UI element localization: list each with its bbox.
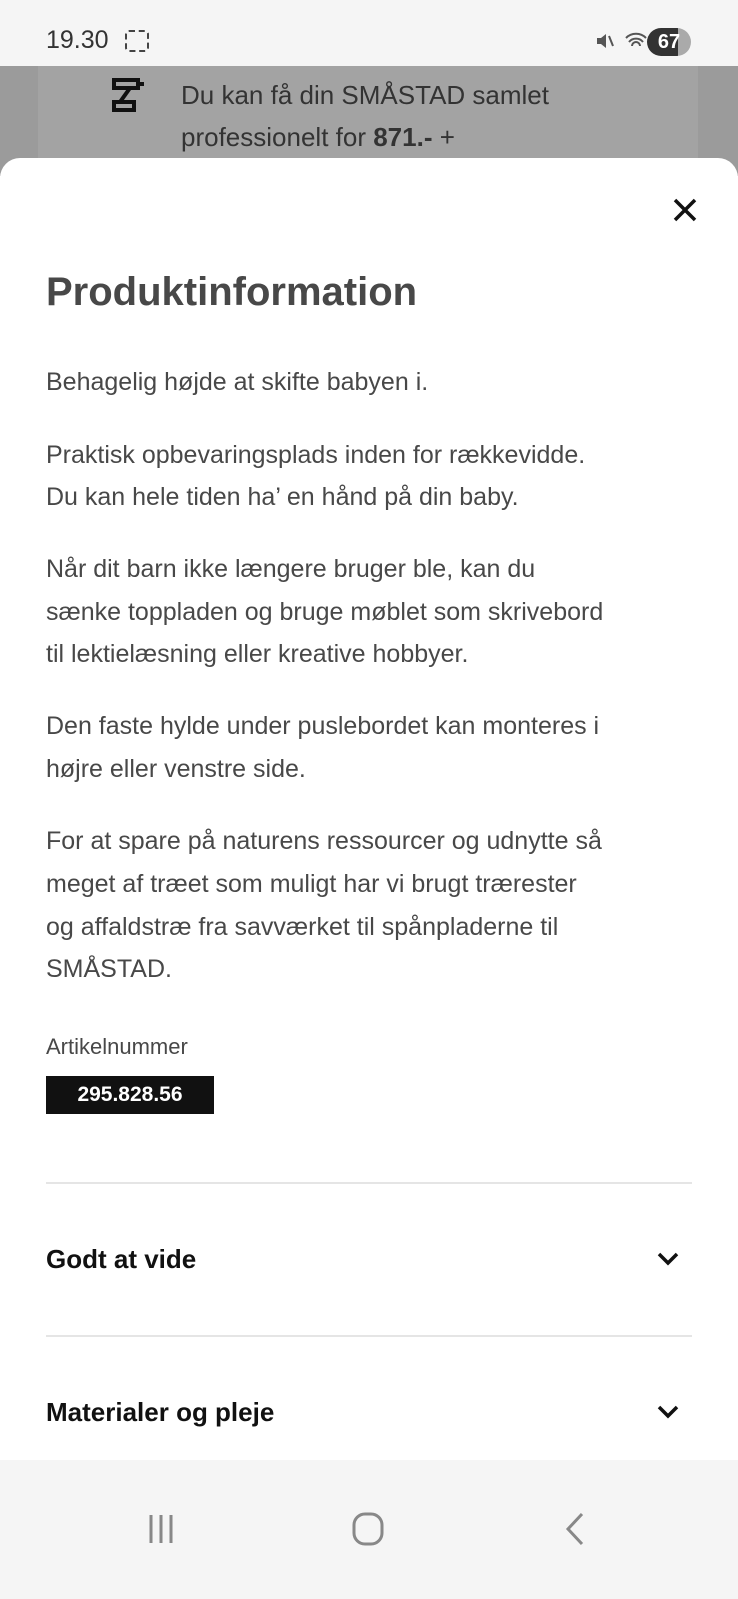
assembly-tool-icon — [112, 78, 146, 112]
description-line: Praktisk opbevaringsplads inden for rækkevidde. — [46, 441, 586, 469]
chevron-down-icon — [656, 1250, 680, 1268]
divider — [46, 1335, 692, 1337]
battery-indicator: 67 — [647, 28, 691, 56]
article-number-badge: 295.828.56 — [46, 1076, 214, 1114]
status-bar — [0, 0, 738, 66]
description-line: sænke toppladen og bruge møblet som skrivebord — [46, 598, 604, 626]
mute-icon — [594, 30, 616, 52]
description-line: Behagelig højde at skifte babyen i. — [46, 368, 429, 396]
divider — [46, 1182, 692, 1184]
article-number-label: Artikelnummer — [46, 1034, 188, 1059]
assembly-text-line1: Du kan få din SMÅSTAD samlet — [181, 80, 549, 110]
description-line: og affaldstræ fra savværket til spånpladerne til — [46, 913, 559, 941]
description-line: højre eller venstre side. — [46, 755, 306, 783]
assembly-price: 871.- — [373, 122, 433, 152]
chevron-down-icon — [656, 1403, 680, 1421]
sheet-title: Produktinformation — [46, 270, 418, 314]
home-icon[interactable] — [338, 1500, 398, 1560]
accordion-godt-at-vide[interactable] — [46, 1230, 692, 1290]
close-icon[interactable] — [670, 195, 700, 225]
screenshot-icon — [125, 30, 149, 52]
accordion-label: Materialer og pleje — [46, 1397, 275, 1427]
description-line: For at spare på naturens ressourcer og udnytte så — [46, 827, 602, 855]
description-line: Når dit barn ikke længere bruger ble, kan du — [46, 555, 536, 583]
description-line: meget af træet som muligt har vi brugt trærester — [46, 870, 577, 898]
recent-apps-icon[interactable] — [131, 1500, 191, 1560]
description-line: til lektielæsning eller kreative hobbyer. — [46, 640, 469, 668]
description-line: SMÅSTAD. — [46, 955, 172, 983]
android-nav-bar — [0, 1460, 738, 1599]
accordion-materialer-og-pleje[interactable] — [46, 1383, 692, 1443]
status-time: 19.30 — [46, 26, 109, 54]
assembly-text-line2: professionelt for — [181, 122, 374, 152]
description-line: Den faste hylde under puslebordet kan monteres i — [46, 712, 600, 740]
accordion-label: Godt at vide — [46, 1244, 197, 1274]
back-icon[interactable] — [546, 1500, 606, 1560]
assembly-plus: + — [432, 122, 455, 152]
description-line: Du kan hele tiden ha’ en hånd på din baby. — [46, 483, 519, 511]
